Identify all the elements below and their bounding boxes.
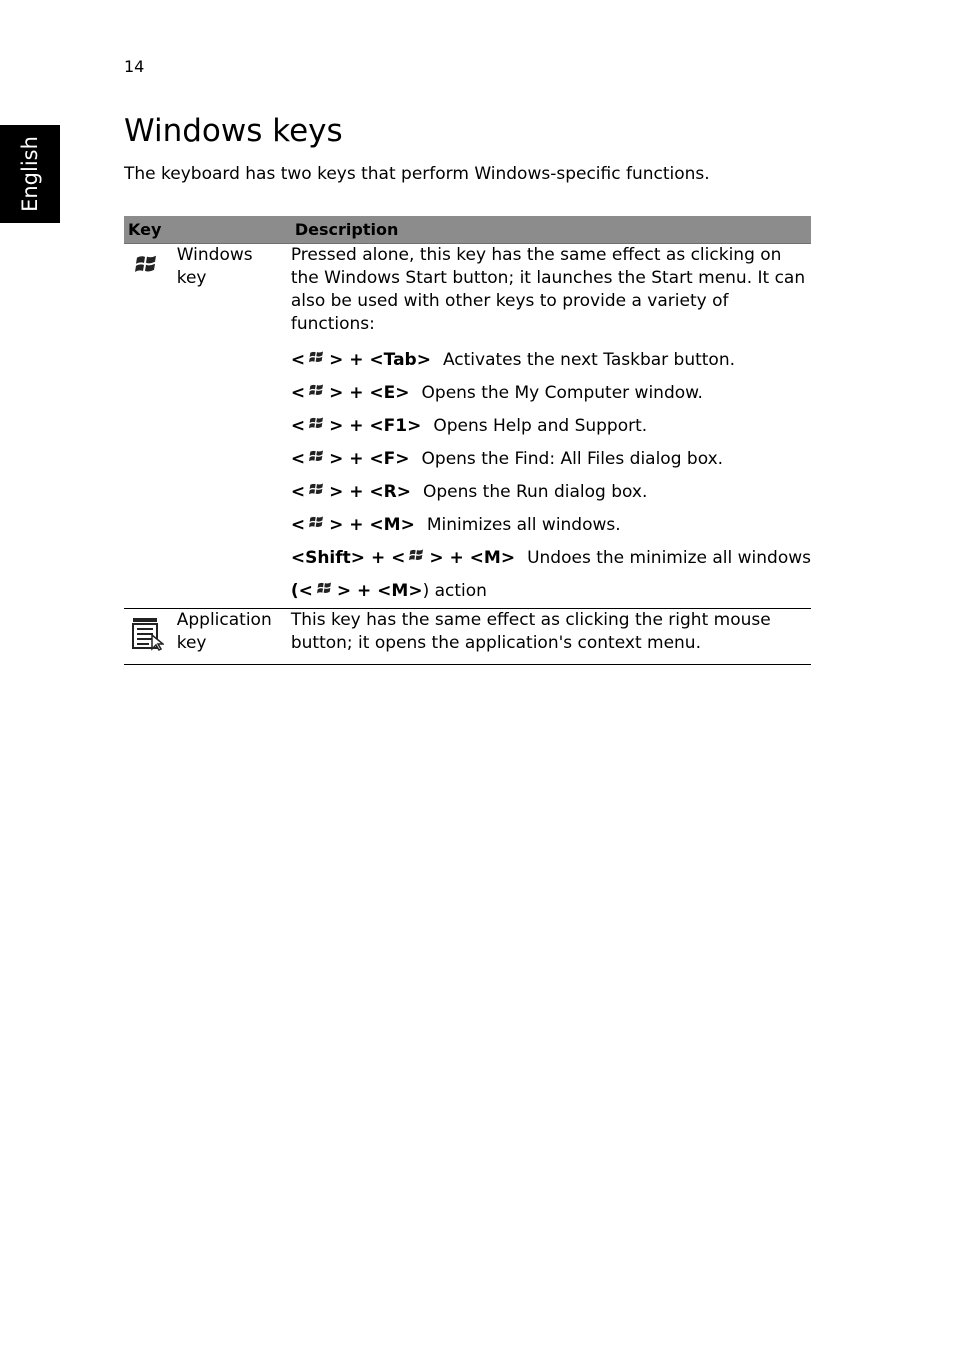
windows-key-description: Pressed alone, this key has the same effect as clicking on the Windows Start button; it launches the Start menu. It can also be used with other keys to provide a variety of functions: xyxy=(290,245,806,334)
application-menu-icon xyxy=(124,609,177,664)
shortcut-keys xyxy=(291,382,410,405)
keys-table xyxy=(124,216,811,665)
shortcut-row xyxy=(291,377,811,410)
application-key-description: This key has the same effect as clicking the right mouse button; it opens the application's context menu. xyxy=(291,609,811,665)
table-header-row xyxy=(124,216,811,244)
shortcut-pre: < xyxy=(290,515,306,535)
shortcut-pre: < xyxy=(290,416,306,436)
shortcut-keys xyxy=(291,349,431,372)
final-post: > + <M> xyxy=(336,581,423,601)
shortcut-keys xyxy=(291,448,410,471)
shortcut-final-line xyxy=(291,575,811,608)
windows-key-name-line1: Windows xyxy=(176,245,253,265)
shortcut-row xyxy=(291,344,811,377)
shortcut-post: > + <R> xyxy=(329,482,411,502)
shortcut-post: > + <F1> xyxy=(329,416,422,436)
shortcut-list xyxy=(291,344,811,575)
page-number: 14 xyxy=(124,57,145,76)
windows-key-name-line2: key xyxy=(176,268,207,288)
shortcut-keys xyxy=(291,514,415,537)
shortcut-action: Minimizes all windows. xyxy=(426,515,621,535)
table-row-windows-key xyxy=(124,244,811,609)
shortcut-pre: <Shift> + < xyxy=(290,548,406,568)
windows-logo-icon xyxy=(308,382,326,405)
shortcut-keys xyxy=(291,415,422,438)
windows-logo-icon xyxy=(316,580,334,603)
shortcut-row xyxy=(291,509,811,542)
shortcut-action: Opens the My Computer window. xyxy=(421,383,703,403)
shortcut-post: > + <Tab> xyxy=(329,350,431,370)
shortcut-pre: < xyxy=(290,350,306,370)
table-row-application-key xyxy=(124,609,811,665)
header-key: Key xyxy=(124,216,291,244)
shortcut-post: > + <M> xyxy=(329,515,415,535)
shortcut-post: > + <F> xyxy=(329,449,410,469)
intro-text: The keyboard has two keys that perform Windows-specific functions. xyxy=(124,164,710,184)
shortcut-row xyxy=(291,410,811,443)
header-description: Description xyxy=(291,216,811,244)
windows-key-icon-cell xyxy=(124,244,177,609)
page-title: Windows keys xyxy=(124,113,343,149)
shortcut-action: Opens the Run dialog box. xyxy=(423,482,648,502)
shortcut-action: Undoes the minimize all windows xyxy=(527,548,811,568)
application-key-name xyxy=(177,609,291,665)
windows-logo-icon xyxy=(124,244,177,283)
windows-key-name xyxy=(177,244,291,609)
windows-logo-icon xyxy=(308,481,326,504)
final-pre: (< xyxy=(290,581,313,601)
language-tab-label: English xyxy=(18,136,42,212)
shortcut-action: Opens the Find: All Files dialog box. xyxy=(421,449,724,469)
shortcut-pre: < xyxy=(290,482,306,502)
shortcut-keys xyxy=(291,547,515,570)
shortcut-row xyxy=(291,542,811,575)
shortcut-pre: < xyxy=(290,449,306,469)
windows-logo-icon xyxy=(408,547,426,570)
application-key-name-line2: key xyxy=(176,633,207,653)
shortcut-row xyxy=(291,443,811,476)
final-tail: ) action xyxy=(422,581,487,601)
language-tab xyxy=(0,125,60,223)
shortcut-post: > + <M> xyxy=(429,548,516,568)
application-key-name-line1: Application xyxy=(176,610,272,630)
shortcut-pre: < xyxy=(290,383,306,403)
shortcut-action: Activates the next Taskbar button. xyxy=(442,350,736,370)
windows-logo-icon xyxy=(308,514,326,537)
windows-logo-icon xyxy=(308,349,326,372)
windows-logo-icon xyxy=(308,415,326,438)
shortcut-action: Opens Help and Support. xyxy=(433,416,648,436)
application-key-icon-cell xyxy=(124,609,177,665)
windows-key-description-cell xyxy=(291,244,811,609)
shortcut-post: > + <E> xyxy=(329,383,410,403)
shortcut-row xyxy=(291,476,811,509)
shortcut-keys xyxy=(291,481,411,504)
windows-logo-icon xyxy=(308,448,326,471)
